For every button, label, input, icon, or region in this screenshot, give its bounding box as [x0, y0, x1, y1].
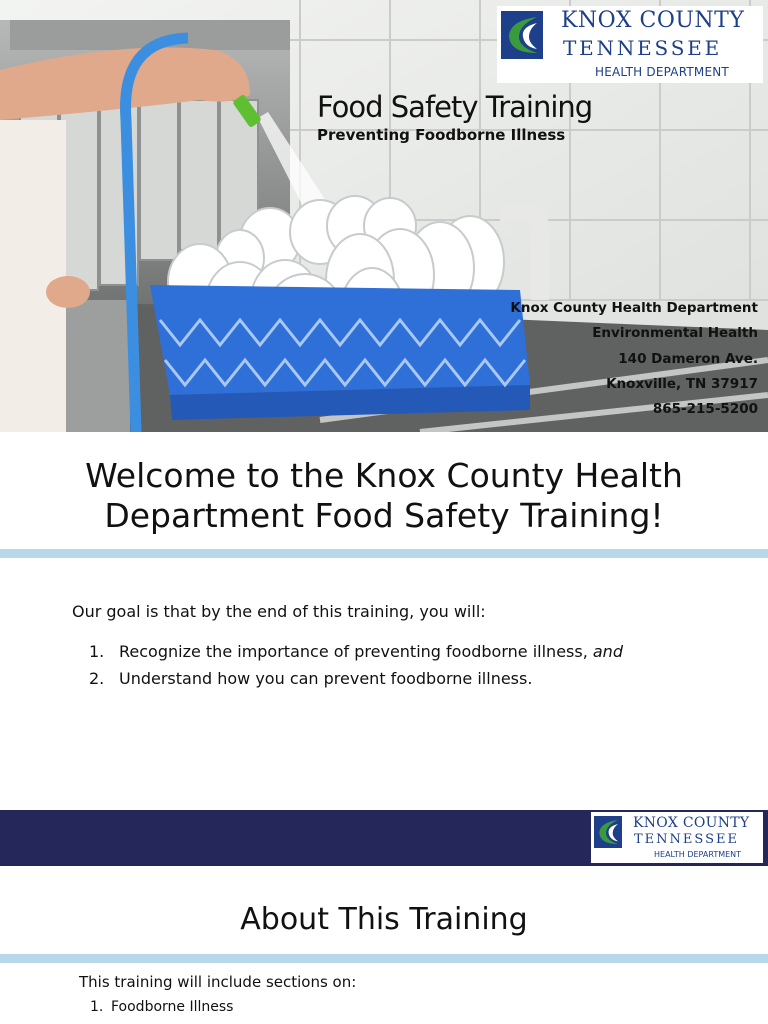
sections-intro: This training will include sections on: — [79, 973, 357, 991]
hero-title: Food Safety Training — [317, 90, 593, 124]
logo-line-3: HEALTH DEPARTMENT — [595, 65, 729, 79]
list-item-text: Understand how you can prevent foodborne illness. — [119, 669, 533, 688]
list-item — [90, 997, 233, 1017]
logo-line-1: KNOX COUNTY — [561, 8, 745, 33]
contact-city: Knoxville, TN 37917 — [606, 375, 758, 392]
contact-block — [510, 296, 758, 422]
contact-org: Knox County Health Department — [510, 300, 758, 316]
list-item-text: Recognize the importance of preventing foodborne illness, — [119, 642, 593, 661]
welcome-title — [0, 456, 768, 536]
list-item-number: 1. — [89, 642, 105, 661]
logo-line-1: KNOX COUNTY — [633, 815, 750, 831]
logo-swoosh-icon — [501, 11, 543, 59]
contact-street: 140 Dameron Ave. — [618, 350, 758, 367]
health-department-logo-small — [591, 812, 763, 863]
list-item-emphasis: and — [592, 642, 623, 661]
list-item-number: 2. — [89, 669, 105, 688]
welcome-title-line-2: Department Food Safety Training! — [104, 496, 664, 535]
goal-list — [89, 638, 623, 692]
logo-line-2: TENNESSEE — [563, 36, 722, 60]
about-title: About This Training — [240, 902, 528, 937]
list-item-text: Foodborne Illness — [111, 999, 234, 1015]
health-department-logo — [497, 6, 763, 83]
hero-subtitle: Preventing Foodborne Illness — [317, 126, 566, 144]
list-item — [89, 665, 623, 692]
divider-rule — [0, 549, 768, 558]
list-item-number: 1. — [90, 999, 104, 1015]
list-item — [89, 638, 623, 665]
goal-intro: Our goal is that by the end of this training, you will: — [72, 602, 486, 621]
logo-line-2: TENNESSEE — [634, 832, 739, 847]
sections-list — [90, 997, 233, 1017]
logo-swoosh-icon — [594, 816, 622, 848]
logo-line-3: HEALTH DEPARTMENT — [654, 850, 742, 859]
contact-division: Environmental Health — [592, 325, 758, 342]
divider-rule — [0, 954, 768, 963]
welcome-title-line-1: Welcome to the Knox County Health — [85, 456, 683, 495]
contact-phone: 865-215-5200 — [652, 401, 758, 418]
